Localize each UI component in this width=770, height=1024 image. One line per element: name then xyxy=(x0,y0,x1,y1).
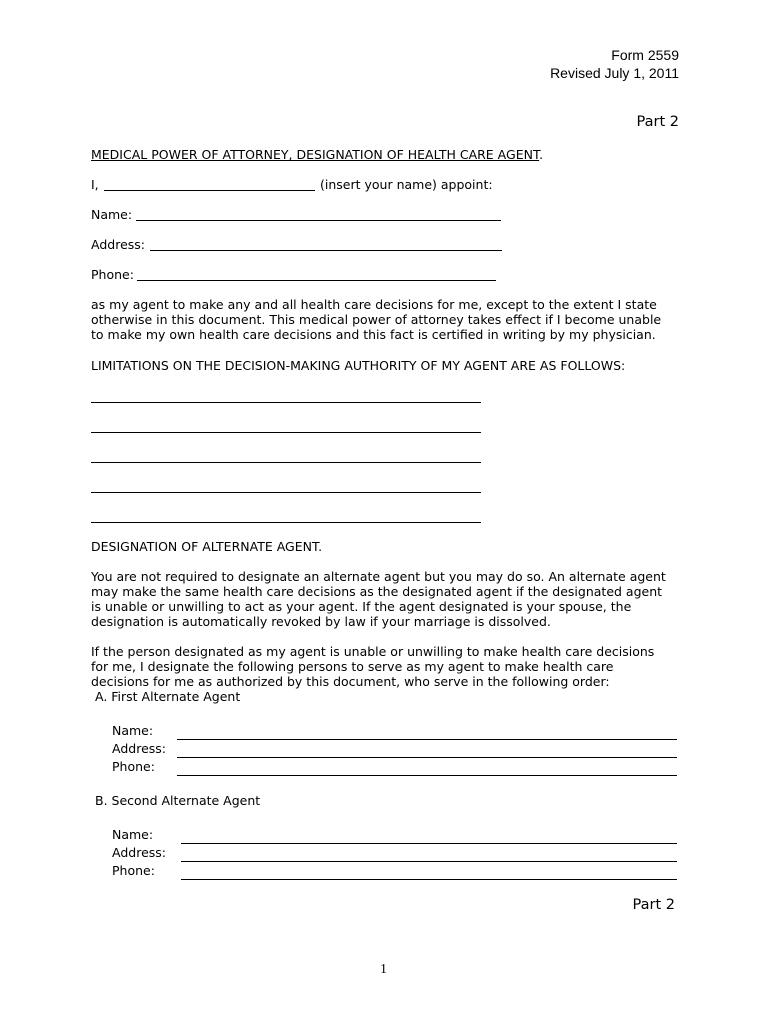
alternate-heading: DESIGNATION OF ALTERNATE AGENT. xyxy=(91,539,323,554)
agent-authority-paragraph xyxy=(91,297,661,342)
first-alternate-phone-line[interactable] xyxy=(177,775,677,776)
first-alternate-name-line[interactable] xyxy=(177,739,677,740)
form-number: Form 2559 xyxy=(611,47,679,63)
page-title xyxy=(91,147,543,162)
alternate-order-paragraph xyxy=(91,644,654,689)
second-alternate-address-line[interactable] xyxy=(181,861,677,862)
paragraph-line: as my agent to make any and all health care decisions for me, except to the extent I state xyxy=(91,297,657,312)
first-alternate-heading: A. First Alternate Agent xyxy=(95,689,241,704)
first-alternate-address-label: Address: xyxy=(112,741,166,756)
appoint-suffix: (insert your name) appoint: xyxy=(320,177,493,192)
agent-phone-line[interactable] xyxy=(137,280,496,281)
limitation-line-5[interactable] xyxy=(91,522,481,523)
revised-date: Revised July 1, 2011 xyxy=(550,65,679,81)
agent-address-label: Address: xyxy=(91,237,145,252)
paragraph-line: decisions for me as authorized by this document, who serve in the following order: xyxy=(91,674,610,689)
limitations-heading: LIMITATIONS ON THE DECISION-MAKING AUTHORITY OF MY AGENT ARE AS FOLLOWS: xyxy=(91,358,626,373)
limitation-line-1[interactable] xyxy=(91,402,481,403)
part-label-top: Part 2 xyxy=(636,114,679,130)
paragraph-line: to make my own health care decisions and this fact is certified in writing by my physician. xyxy=(91,327,656,342)
first-alternate-name-label: Name: xyxy=(112,723,154,738)
paragraph-line: designation is automatically revoked by law if your marriage is dissolved. xyxy=(91,614,551,629)
agent-name-label: Name: xyxy=(91,207,133,222)
paragraph-line: You are not required to designate an alternate agent but you may do so. An alternate agent xyxy=(91,569,666,584)
limitation-line-3[interactable] xyxy=(91,462,481,463)
title-period: . xyxy=(539,147,544,162)
limitation-line-2[interactable] xyxy=(91,432,481,433)
paragraph-line: otherwise in this document. This medical power of attorney takes effect if I become unable xyxy=(91,312,662,327)
paragraph-line: may make the same health care decisions as the designated agent if the designated agent xyxy=(91,584,663,599)
second-alternate-name-line[interactable] xyxy=(181,843,677,844)
page-number: 1 xyxy=(380,962,387,977)
second-alternate-phone-label: Phone: xyxy=(112,863,155,878)
second-alternate-phone-line[interactable] xyxy=(181,879,677,880)
part-label-bottom: Part 2 xyxy=(632,897,675,913)
second-alternate-name-label: Name: xyxy=(112,827,154,842)
paragraph-line: for me, I designate the following persons to serve as my agent to make health care xyxy=(91,659,614,674)
limitation-line-4[interactable] xyxy=(91,492,481,493)
agent-address-line[interactable] xyxy=(150,250,502,251)
first-alternate-address-line[interactable] xyxy=(177,757,677,758)
agent-name-line[interactable] xyxy=(136,220,501,221)
second-alternate-heading: B. Second Alternate Agent xyxy=(95,793,261,808)
principal-name-line[interactable] xyxy=(104,190,315,191)
title-text: MEDICAL POWER OF ATTORNEY, DESIGNATION OF HEALTH CARE AGENT xyxy=(91,147,540,162)
appoint-prefix: I, xyxy=(91,177,99,192)
second-alternate-address-label: Address: xyxy=(112,845,166,860)
paragraph-line: If the person designated as my agent is unable or unwilling to make health care decisions xyxy=(91,644,655,659)
agent-phone-label: Phone: xyxy=(91,267,134,282)
paragraph-line: is unable or unwilling to act as your agent. If the agent designated is your spouse, the xyxy=(91,599,632,614)
alternate-intro-paragraph xyxy=(91,569,666,629)
first-alternate-phone-label: Phone: xyxy=(112,759,155,774)
